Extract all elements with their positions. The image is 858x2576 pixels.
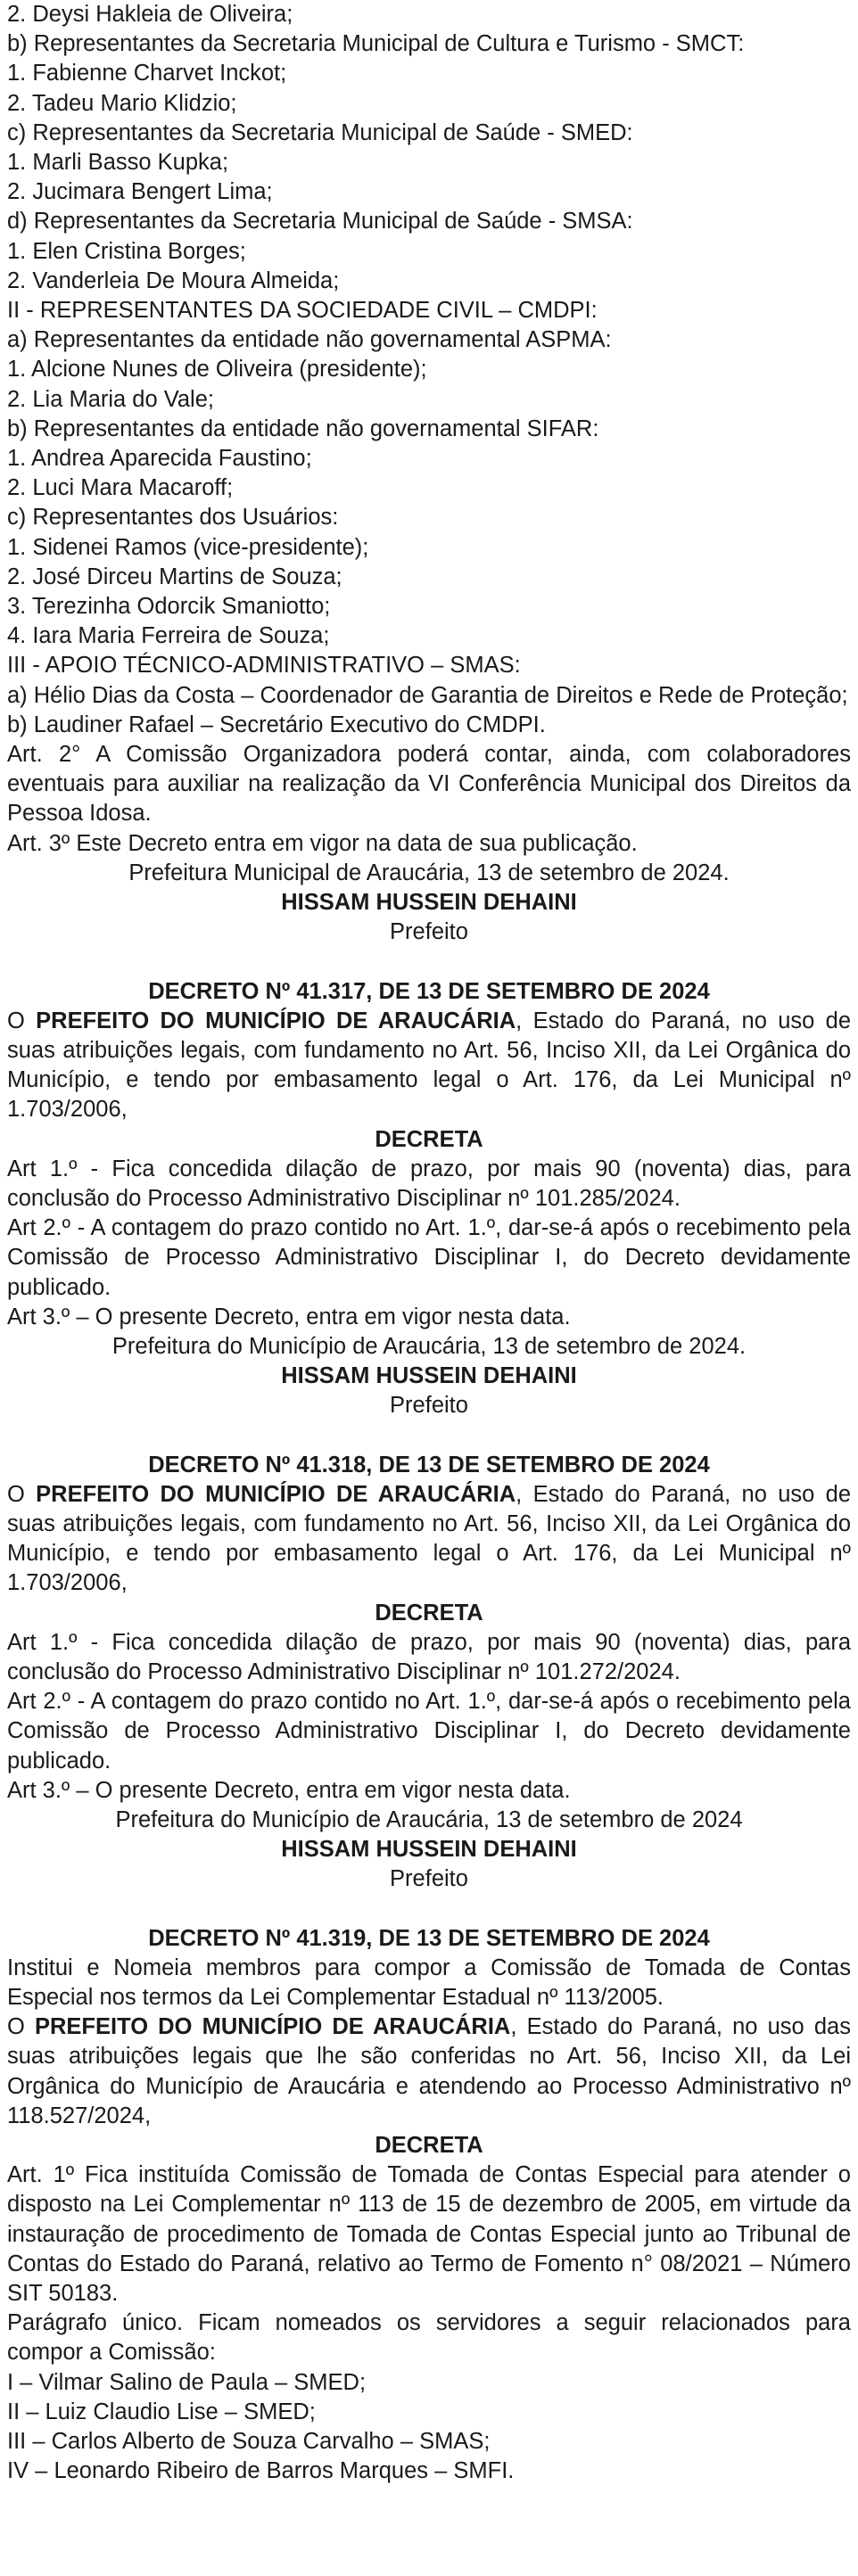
list-item: 2. Vanderleia De Moura Almeida; bbox=[7, 267, 340, 293]
list-item: I – Vilmar Salino de Paula – SMED; bbox=[7, 2369, 367, 2395]
list-item: d) Representantes da Secretaria Municipal de Saúde - SMSA: bbox=[7, 209, 633, 235]
list-item: 1. Alcione Nunes de Oliveira (presidente); bbox=[7, 357, 427, 383]
section-heading: II - REPRESENTANTES DA SOCIEDADE CIVIL – CMDPI: bbox=[7, 298, 598, 324]
list-item: 2. Tadeu Mario Klidzio; bbox=[7, 90, 237, 116]
preamble-authority: PREFEITO DO MUNICÍPIO DE ARAUCÁRIA bbox=[36, 1008, 516, 1033]
decree-41318 bbox=[7, 1451, 851, 1895]
list-item: IV – Leonardo Ribeiro de Barros Marques – SMFI. bbox=[7, 2458, 515, 2484]
signer-role: Prefeito bbox=[390, 1866, 468, 1892]
decree-preamble bbox=[7, 1480, 851, 1599]
list-item: a) Representantes da entidade não governamental ASPMA: bbox=[7, 327, 612, 353]
decree-41319 bbox=[7, 1924, 851, 2487]
list-item: 2. José Dirceu Martins de Souza; bbox=[7, 564, 342, 589]
decree-title: DECRETO Nº 41.317, DE 13 DE SETEMBRO DE 2024 bbox=[148, 978, 710, 1004]
article-1: Art. 1º Fica instituída Comissão de Tomada de Contas Especial para atender o disposto na Lei Complementar nº 113 de 15 de dezembro de 2005, em virtude da instauração de procedimento de Tomada de Contas Especial junto ao Tribunal de Contas do Estado do Paraná, relativo ao Termo de Fomento n° 08/2021 – Número SIT 50183. bbox=[7, 2162, 851, 2307]
spacer bbox=[7, 1895, 851, 1924]
preamble-authority: PREFEITO DO MUNICÍPIO DE ARAUCÁRIA bbox=[34, 2014, 511, 2040]
spacer bbox=[7, 948, 851, 977]
decree-title: DECRETO Nº 41.318, DE 13 DE SETEMBRO DE 2024 bbox=[148, 1452, 710, 1477]
signer-role: Prefeito bbox=[390, 1393, 468, 1419]
decree-preamble bbox=[7, 2012, 851, 2131]
list-item: b) Representantes da Secretaria Municipal de Cultura e Turismo - SMCT: bbox=[7, 31, 745, 57]
list-item: 1. Andrea Aparecida Faustino; bbox=[7, 446, 312, 472]
article-text: Art. 3º Este Decreto entra em vigor na data de sua publicação. bbox=[7, 830, 638, 856]
article-3: Art 3.º – O presente Decreto, entra em vigor nesta data. bbox=[7, 1777, 571, 1803]
list-item: 2. Lia Maria do Vale; bbox=[7, 386, 214, 412]
place-date: Prefeitura do Município de Araucária, 13 de setembro de 2024 bbox=[115, 1806, 743, 1832]
list-item: b) Laudiner Rafael – Secretário Executivo do CMDPI. bbox=[7, 712, 546, 737]
preamble-authority: PREFEITO DO MUNICÍPIO DE ARAUCÁRIA bbox=[36, 1481, 516, 1507]
signer-name: HISSAM HUSSEIN DEHAINI bbox=[281, 890, 577, 916]
decree-41317 bbox=[7, 977, 851, 1421]
list-item: III – Carlos Alberto de Souza Carvalho – SMAS; bbox=[7, 2429, 491, 2455]
list-item: c) Representantes dos Usuários: bbox=[7, 505, 339, 531]
article-2: Art 2.º - A contagem do prazo contido no Art. 1.º, dar-se-á após o recebimento pela Comissão de Processo Administrativo Disciplinar I, do Decreto devidamente publicado. bbox=[7, 1689, 851, 1774]
list-item: 2. Jucimara Bengert Lima; bbox=[7, 179, 273, 205]
article-1: Art 1.º - Fica concedida dilação de prazo, por mais 90 (noventa) dias, para conclusão do Processo Administrativo Disciplinar nº 101.272/2024. bbox=[7, 1629, 851, 1684]
decree-preamble bbox=[7, 1007, 851, 1125]
list-item: c) Representantes da Secretaria Municipal de Saúde - SMED: bbox=[7, 119, 633, 145]
list-item: 3. Terezinha Odorcik Smaniotto; bbox=[7, 594, 331, 620]
article-2: Art 2.º - A contagem do prazo contido no Art. 1.º, dar-se-á após o recebimento pela Comissão de Processo Administrativo Disciplinar I, do Decreto devidamente publicado. bbox=[7, 1215, 851, 1300]
preamble-prefix: O bbox=[7, 1008, 37, 1033]
preamble-text: , Estado do Paraná, no uso de suas atribuições legais, com fundamento no Art. 56, Inciso XII, da Lei Orgânica do Município, e tendo por embasamento legal o Art. 176, da Lei Municipal nº 1.703/2006, bbox=[7, 1481, 852, 1596]
article-1: Art 1.º - Fica concedida dilação de prazo, por mais 90 (noventa) dias, para conclusão do Processo Administrativo Disciplinar nº 101.285/2024. bbox=[7, 1156, 851, 1211]
decree-title: DECRETO Nº 41.319, DE 13 DE SETEMBRO DE 2024 bbox=[148, 1925, 710, 1951]
preamble-prefix: O bbox=[7, 1481, 37, 1507]
list-item: 1. Elen Cristina Borges; bbox=[7, 238, 246, 264]
section-heading: III - APOIO TÉCNICO-ADMINISTRATIVO – SMAS: bbox=[7, 653, 521, 679]
list-item: 2. Deysi Hakleia de Oliveira; bbox=[7, 2, 293, 27]
list-item: II – Luiz Claudio Lise – SMED; bbox=[7, 2399, 316, 2424]
sole-paragraph: Parágrafo único. Ficam nomeados os servidores a seguir relacionados para compor a Comissão: bbox=[7, 2310, 851, 2366]
preamble-prefix: O bbox=[7, 2014, 35, 2040]
list-item: a) Hélio Dias da Costa – Coordenador de Garantia de Direitos e Rede de Proteção; bbox=[7, 682, 848, 708]
preamble-text: , Estado do Paraná, no uso de suas atribuições legais, com fundamento no Art. 56, Inciso XII, da Lei Orgânica do Município, e tendo por embasamento legal o Art. 176, da Lei Municipal nº 1.703/2006, bbox=[7, 1008, 852, 1123]
preamble-text: , Estado do Paraná, no uso das suas atribuições legais que lhe são conferidas no Art. 56, Inciso XII, da Lei Orgânica do Município de Araucária e atendendo ao Processo Administrativo nº 118.527/2024, bbox=[7, 2014, 851, 2128]
list-item: b) Representantes da entidade não governamental SIFAR: bbox=[7, 416, 599, 441]
place-date: Prefeitura Municipal de Araucária, 13 de setembro de 2024. bbox=[128, 860, 730, 885]
article-3: Art 3.º – O presente Decreto, entra em vigor nesta data. bbox=[7, 1304, 571, 1329]
list-item: 1. Sidenei Ramos (vice-presidente); bbox=[7, 534, 369, 560]
list-item: 1. Marli Basso Kupka; bbox=[7, 150, 229, 176]
decreta-heading: DECRETA bbox=[375, 2133, 483, 2159]
place-date: Prefeitura do Município de Araucária, 13 de setembro de 2024. bbox=[111, 1333, 747, 1359]
decreta-heading: DECRETA bbox=[375, 1600, 483, 1625]
article-text: Art. 2° A Comissão Organizadora poderá contar, ainda, com colaboradores eventuais para auxiliar na realização da VI Conferência Municipal dos Direitos da Pessoa Idosa. bbox=[7, 742, 851, 827]
list-item: 2. Luci Mara Macaroff; bbox=[7, 475, 234, 501]
list-item: 1. Fabienne Charvet Inckot; bbox=[7, 61, 287, 86]
spacer bbox=[7, 1421, 851, 1451]
decree-summary: Institui e Nomeia membros para compor a Comissão de Tomada de Contas Especial nos termos da Lei Complementar Estadual nº 113/2005. bbox=[7, 1955, 851, 2010]
signer-role: Prefeito bbox=[390, 919, 468, 945]
previous-decree-continuation bbox=[7, 0, 851, 948]
list-item: 4. Iara Maria Ferreira de Souza; bbox=[7, 623, 330, 649]
signer-name: HISSAM HUSSEIN DEHAINI bbox=[281, 1837, 577, 1863]
signer-name: HISSAM HUSSEIN DEHAINI bbox=[281, 1363, 577, 1389]
decreta-heading: DECRETA bbox=[375, 1126, 483, 1152]
